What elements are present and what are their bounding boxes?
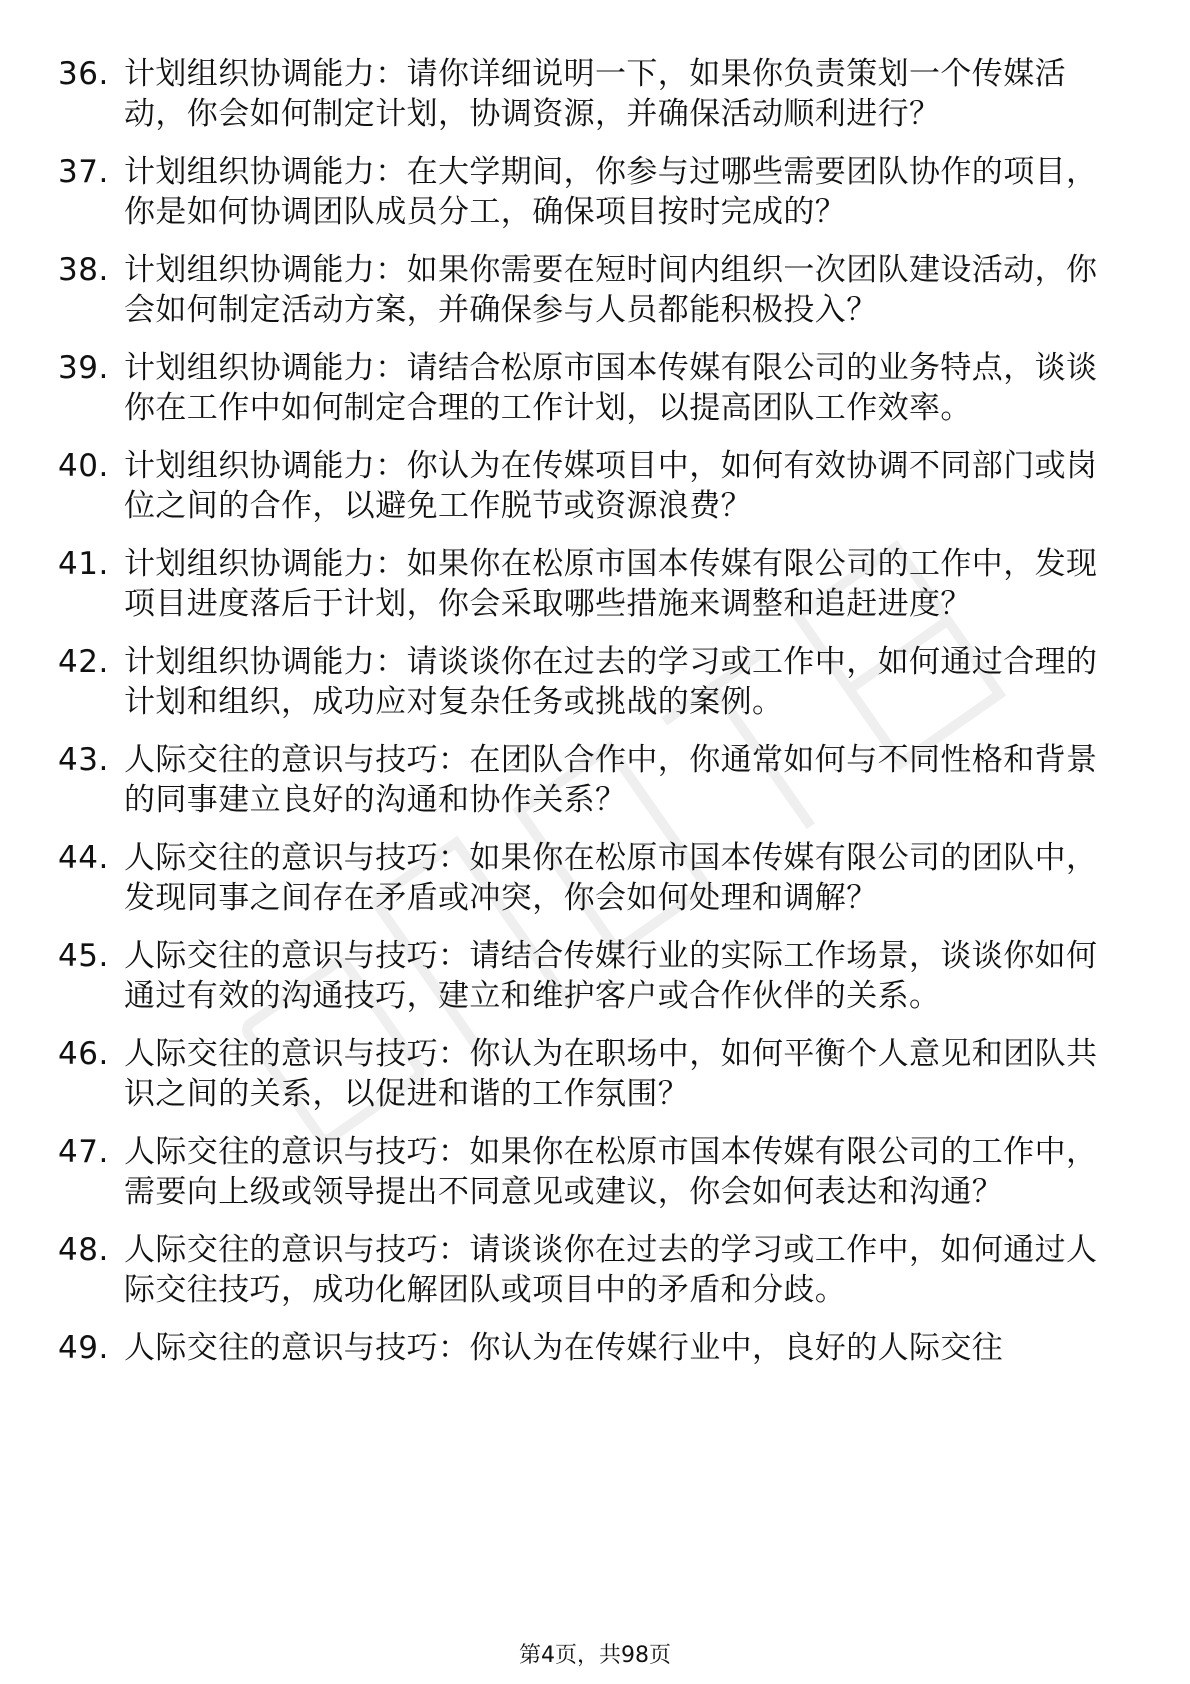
list-item — [58, 936, 1118, 1016]
question-text: 人际交往的意识与技巧：请结合传媒行业的实际工作场景，谈谈你如何通过有效的沟通技巧，建立和维护客户或合作伙伴的关系。 — [124, 938, 1098, 1014]
list-item — [58, 544, 1118, 624]
list-item — [58, 838, 1118, 918]
list-item — [58, 1328, 1118, 1368]
list-item — [58, 446, 1118, 526]
question-number: 45. — [58, 938, 109, 974]
question-text: 人际交往的意识与技巧：你认为在职场中，如何平衡个人意见和团队共识之间的关系，以促进和谐的工作氛围？ — [124, 1036, 1098, 1112]
question-text: 人际交往的意识与技巧：请谈谈你在过去的学习或工作中，如何通过人际交往技巧，成功化解团队或项目中的矛盾和分歧。 — [124, 1232, 1098, 1308]
question-number: 43. — [58, 742, 109, 778]
page-footer: 第4页，共98页 — [519, 1643, 671, 1668]
question-text: 人际交往的意识与技巧：在团队合作中，你通常如何与不同性格和背景的同事建立良好的沟通和协作关系？ — [124, 742, 1098, 818]
list-item — [58, 152, 1118, 232]
question-text: 计划组织协调能力：如果你需要在短时间内组织一次团队建设活动，你会如何制定活动方案，并确保参与人员都能积极投入？ — [124, 252, 1098, 328]
question-text: 人际交往的意识与技巧：你认为在传媒行业中，良好的人际交往 — [124, 1330, 1004, 1366]
question-number: 47. — [58, 1134, 109, 1170]
question-number: 49. — [58, 1330, 109, 1366]
question-text: 人际交往的意识与技巧：如果你在松原市国本传媒有限公司的工作中，需要向上级或领导提出不同意见或建议，你会如何表达和沟通？ — [124, 1134, 1098, 1210]
question-number: 40. — [58, 448, 109, 484]
list-item — [58, 250, 1118, 330]
list-item — [58, 54, 1118, 134]
list-item — [58, 1230, 1118, 1310]
list-item — [58, 1132, 1118, 1212]
question-text: 计划组织协调能力：请谈谈你在过去的学习或工作中，如何通过合理的计划和组织，成功应对复杂任务或挑战的案例。 — [124, 644, 1098, 720]
list-item — [58, 1034, 1118, 1114]
list-item — [58, 642, 1118, 722]
question-number: 44. — [58, 840, 109, 876]
question-number: 41. — [58, 546, 109, 582]
list-item — [58, 740, 1118, 820]
question-number: 39. — [58, 350, 109, 386]
question-number: 48. — [58, 1232, 109, 1268]
question-list — [58, 54, 1118, 1386]
question-text: 计划组织协调能力：请你详细说明一下，如果你负责策划一个传媒活动，你会如何制定计划，协调资源，并确保活动顺利进行？ — [124, 56, 1066, 132]
question-number: 42. — [58, 644, 109, 680]
question-number: 38. — [58, 252, 109, 288]
question-number: 37. — [58, 154, 109, 190]
question-number: 46. — [58, 1036, 109, 1072]
question-text: 计划组织协调能力：在大学期间，你参与过哪些需要团队协作的项目，你是如何协调团队成员分工，确保项目按时完成的？ — [124, 154, 1098, 230]
question-text: 计划组织协调能力：请结合松原市国本传媒有限公司的业务特点，谈谈你在工作中如何制定合理的工作计划，以提高团队工作效率。 — [124, 350, 1098, 426]
question-text: 人际交往的意识与技巧：如果你在松原市国本传媒有限公司的团队中，发现同事之间存在矛盾或冲突，你会如何处理和调解？ — [124, 840, 1098, 916]
question-text: 计划组织协调能力：如果你在松原市国本传媒有限公司的工作中，发现项目进度落后于计划，你会采取哪些措施来调整和追赶进度？ — [124, 546, 1098, 622]
question-number: 36. — [58, 56, 109, 92]
question-text: 计划组织协调能力：你认为在传媒项目中，如何有效协调不同部门或岗位之间的合作，以避免工作脱节或资源浪费？ — [124, 448, 1098, 524]
list-item — [58, 348, 1118, 428]
